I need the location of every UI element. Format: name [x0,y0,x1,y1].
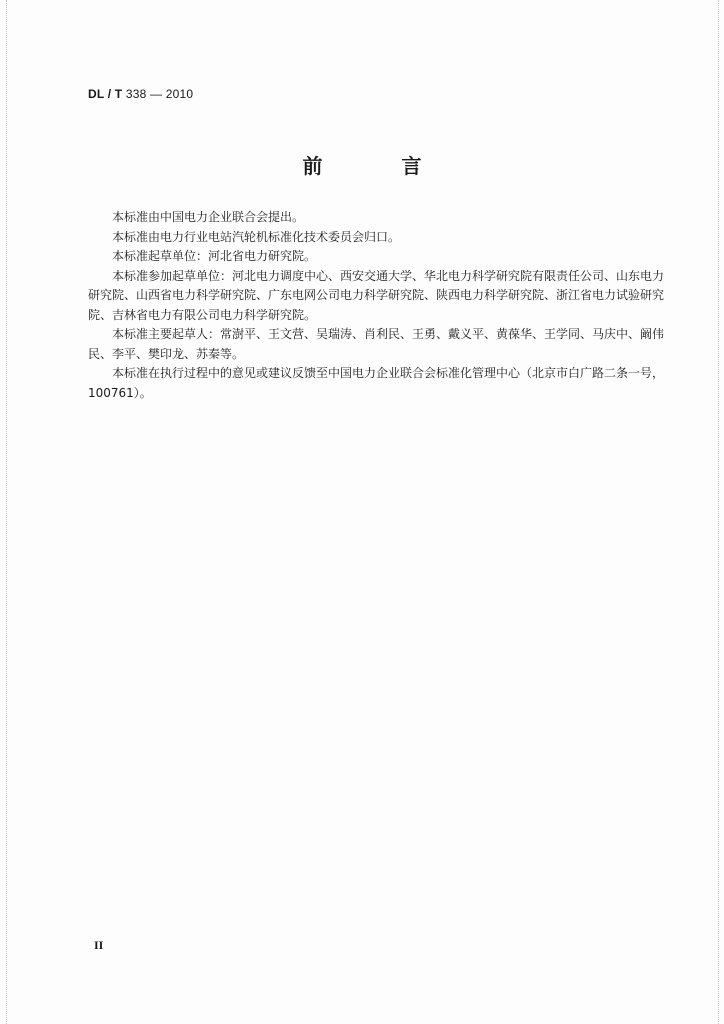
page-title: 前 言 [302,154,458,178]
page-number: II [94,938,104,952]
paragraph-centralized: 本标准由电力行业电站汽轮机标准化技术委员会归口。 [112,229,401,244]
paragraph-participating-units: 本标准参加起草单位：河北电力调度中心、西安交通大学、华北电力科学研究院有限责任公司、山东电力研究院、山西省电力科学研究院、广东电网公司电力科学研究院、陕西电力科学研究院、浙江省电力试验研究院、吉林省电力有限公司电力科学研究院。 [88,268,665,322]
standard-code [88,87,193,101]
paragraph-main-drafters: 本标准主要起草人：常澍平、王文营、吴瑞涛、肖利民、王勇、戴义平、黄葆华、王学同、马庆中、阚伟民、李平、樊印龙、苏秦等。 [88,327,665,361]
standard-code-number: 338 — 2010 [125,87,194,101]
paragraph-proposer: 本标准由中国电力企业联合会提出。 [112,210,305,224]
standard-code-prefix: DL / T [88,87,123,101]
paragraph-drafting-unit: 本标准起草单位：河北省电力研究院。 [112,249,317,263]
foreword-body [88,208,664,403]
paragraph-feedback: 本标准在执行过程中的意见或建议反馈至中国电力企业联合会标准化管理中心（北京市白广路二条一号，100761）。 [88,366,665,400]
